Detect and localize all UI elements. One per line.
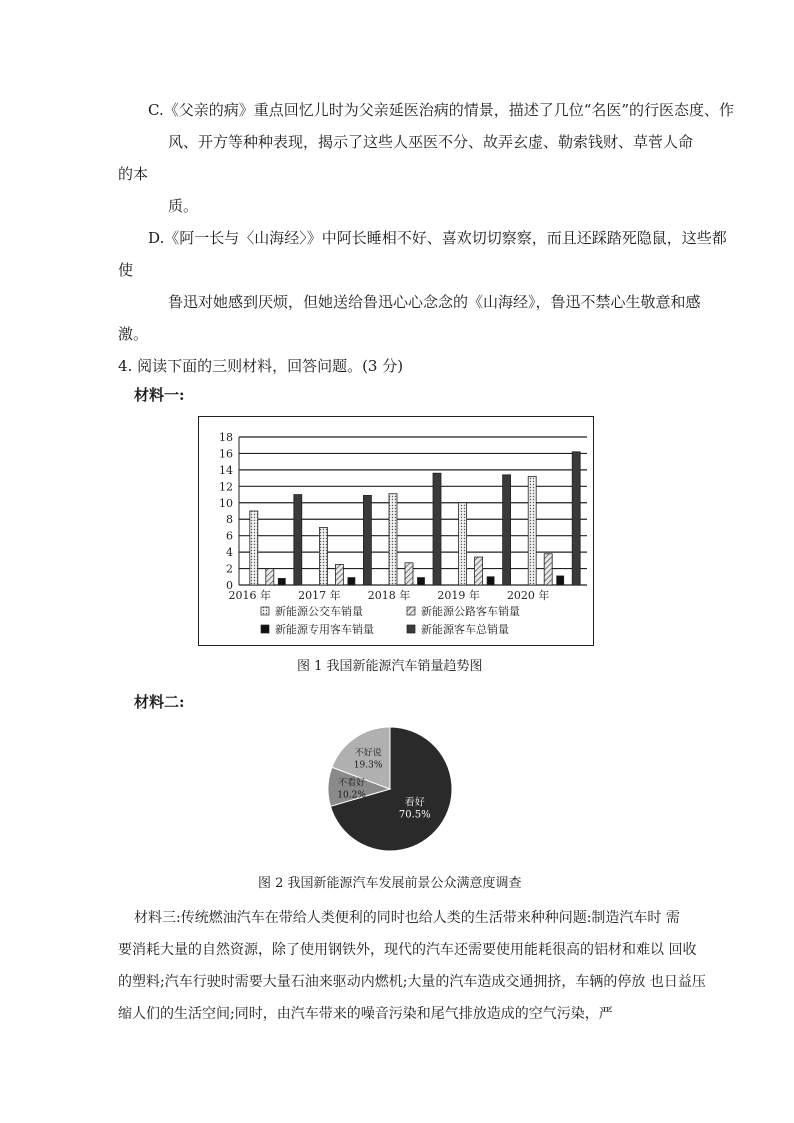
bar-solid-dark [363, 495, 371, 585]
legend-swatch [261, 625, 269, 633]
x-tick-label: 2020 年 [506, 589, 550, 602]
pie-chart [310, 725, 470, 855]
material-1-label: 材料一: [134, 386, 185, 404]
bar-solid-dark [433, 473, 441, 585]
bar-solid-dark [503, 475, 511, 585]
option-c-line-1: C.《父亲的病》重点回忆儿时为父亲延医治病的情景，描述了几位“名医”的行医态度、作 [148, 101, 735, 119]
pie-value-label: 70.5% [398, 809, 431, 821]
y-tick-label: 16 [219, 447, 233, 461]
bar-dots [250, 511, 258, 585]
pie-value-label: 10.2% [337, 790, 366, 801]
bar-solid-black [418, 578, 425, 585]
pie-label: 不好说 [354, 748, 382, 759]
figure-1-caption: 图 1 我国新能源汽车销量趋势图 [297, 659, 483, 674]
option-d-line-1: D.《阿一长与〈山海经〉》中阿长睡相不好、喜欢切切察察，而且还踩踏死隐鼠，这些都 [148, 229, 727, 247]
material-3-line-4: 缩人们的生活空间;同时，由汽车带来的噪音污染和尾气排放造成的空气污染，严 [118, 1006, 613, 1022]
y-tick-label: 10 [219, 496, 233, 510]
bar-hatch [544, 554, 552, 585]
bar-hatch [405, 563, 413, 585]
option-c-line-3: 的本 [118, 165, 149, 183]
legend-label: 新能源公路客车销量 [421, 605, 520, 618]
bar-dots [459, 503, 467, 585]
option-d-line-2: 使 [118, 261, 134, 279]
y-tick-label: 18 [219, 431, 233, 444]
y-tick-label: 2 [226, 562, 233, 576]
bar-dots [389, 494, 397, 585]
x-tick-label: 2016 年 [228, 589, 272, 602]
y-tick-label: 8 [226, 513, 233, 527]
legend-swatch [407, 607, 415, 615]
bar-solid-black [487, 577, 494, 585]
y-tick-label: 0 [226, 579, 233, 592]
option-c-line-4: 质。 [168, 197, 199, 215]
x-tick-label: 2017 年 [298, 589, 341, 602]
material-3-line-2: 要消耗大量的自然资源，除了使用钢铁外，现代的汽车还需要使用能耗很高的铝材和难以 回收 [118, 942, 697, 958]
bar-dots [319, 527, 327, 585]
legend-swatch [407, 625, 415, 633]
option-d-line-3: 鲁迅对她感到厌烦，但她送给鲁迅心心念念的《山海经》，鲁迅不禁心生敬意和感 [168, 293, 701, 311]
bar-chart-frame [198, 416, 594, 646]
bar-solid-black [278, 578, 285, 585]
bar-solid-black [348, 578, 355, 585]
pie-value-label: 19.3% [353, 760, 383, 771]
pie-label: 看好 [404, 797, 425, 809]
bar-hatch [266, 569, 274, 585]
material-3-line-1: 材料三:传统燃油汽车在带给人类便利的同时也给人类的生活带来种种问题:制造汽车时 需 [134, 910, 680, 926]
bar-chart [199, 417, 593, 645]
x-tick-label: 2019 年 [437, 589, 480, 602]
option-d-line-4: 激。 [118, 325, 149, 343]
bar-dots [528, 476, 536, 585]
material-3-line-3: 的塑料;汽车行驶时需要大量石油来驱动内燃机;大量的汽车造成交通拥挤，车辆的停放 也日益压 [118, 974, 706, 990]
figure-2-caption: 图 2 我国新能源汽车发展前景公众满意度调查 [258, 876, 522, 891]
y-tick-label: 12 [219, 480, 233, 494]
legend-label: 新能源公交车销量 [275, 605, 363, 618]
x-tick-label: 2018 年 [367, 589, 411, 602]
y-tick-label: 14 [219, 463, 233, 477]
bar-hatch [475, 557, 483, 585]
bar-solid-dark [572, 452, 580, 585]
bar-hatch [335, 564, 343, 585]
question-4: 4. 阅读下面的三则材料，回答问题。(3 分) [118, 357, 404, 375]
material-2-label: 材料二: [134, 693, 185, 711]
legend-label: 新能源专用客车销量 [275, 623, 374, 636]
legend-swatch [261, 607, 269, 615]
bar-solid-dark [294, 495, 302, 585]
pie-label: 不看好 [338, 778, 366, 789]
legend-label: 新能源客车总销量 [421, 623, 509, 636]
bar-solid-black [557, 576, 564, 585]
y-tick-label: 6 [226, 529, 233, 543]
option-c-line-2: 风、开方等种种表现，揭示了这些人巫医不分、故弄玄虚、勒索钱财、草菅人命 [168, 133, 694, 151]
y-tick-label: 4 [226, 546, 233, 560]
